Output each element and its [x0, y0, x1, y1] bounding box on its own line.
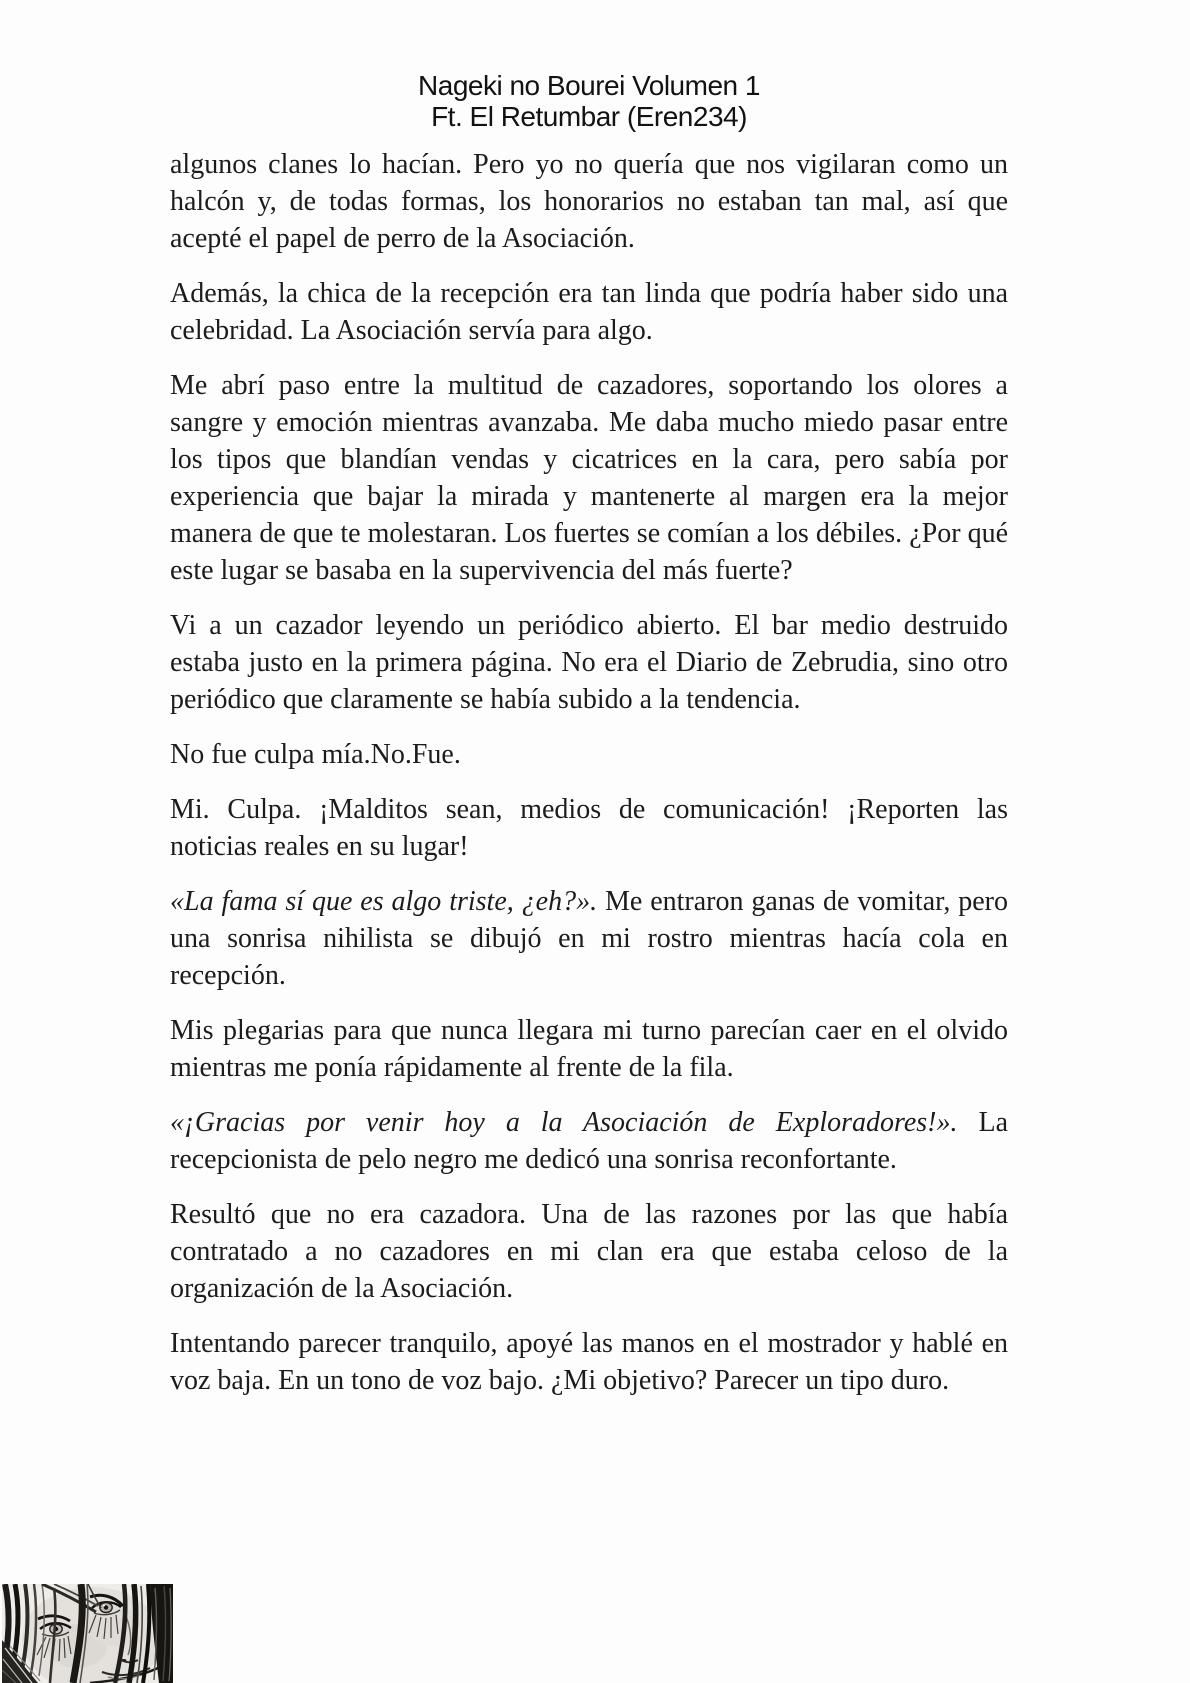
- paragraph: [170, 1196, 1008, 1307]
- paragraph: [170, 607, 1008, 718]
- document-subtitle: Ft. El Retumbar (Eren234): [431, 101, 747, 132]
- paragraph-text: Vi a un cazador leyendo un periódico abierto. El bar medio destruido estaba justo en la primera página. No era el Diario de Zebrudia, sino otro periódico que claramente se había subido a la tendencia.: [170, 610, 1008, 715]
- paragraph-text: No fue culpa mía.No.Fue.: [170, 739, 461, 770]
- paragraph-text: Mis plegarias para que nunca llegara mi turno parecían caer en el olvido mientras me ponía rápidamente al frente de la fila.: [170, 1015, 1008, 1083]
- paragraph: [170, 367, 1008, 589]
- paragraph: [170, 1325, 1008, 1399]
- paragraph-text: La recepcionista de pelo negro me dedicó una sonrisa reconfortante.: [170, 1107, 1008, 1175]
- manga-face-image: [2, 1584, 173, 1683]
- paragraph: [170, 1012, 1008, 1086]
- document-header: [170, 70, 1008, 132]
- paragraph: [170, 146, 1008, 257]
- paragraph: [170, 736, 1008, 773]
- paragraph-text: Mi. Culpa. ¡Malditos sean, medios de comunicación! ¡Reporten las noticias reales en su lugar!: [170, 794, 1008, 862]
- paragraph: [170, 275, 1008, 349]
- paragraph-quote-italic: «¡Gracias por venir hoy a la Asociación de Exploradores!».: [170, 1107, 958, 1138]
- document-title: Nageki no Bourei Volumen 1: [418, 70, 760, 101]
- paragraph-text: Resultó que no era cazadora. Una de las razones por las que había contratado a no cazadores en mi clan era que estaba celoso de la organización de la Asociación.: [170, 1199, 1008, 1304]
- paragraph-text: Intentando parecer tranquilo, apoyé las manos en el mostrador y hablé en voz baja. En un tono de voz bajo. ¿Mi objetivo? Parecer un tipo duro.: [170, 1328, 1008, 1396]
- paragraph-text: Me entraron ganas de vomitar, pero una sonrisa nihilista se dibujó en mi rostro mientras hacía cola en recepción.: [170, 886, 1008, 991]
- paragraph: [170, 1104, 1008, 1178]
- paragraph: [170, 883, 1008, 994]
- text-column: [170, 70, 1008, 1417]
- paragraph-text: algunos clanes lo hacían. Pero yo no quería que nos vigilaran como un halcón y, de todas formas, los honorarios no estaban tan mal, así que acepté el papel de perro de la Asociación.: [170, 149, 1008, 254]
- paragraph-text: Me abrí paso entre la multitud de cazadores, soportando los olores a sangre y emoción mientras avanzaba. Me daba mucho miedo pasar entre los tipos que blandían vendas y cicatrices en la cara, pero sabía por experiencia que bajar la mirada y mantenerte al margen era la mejor manera de que te molestaran. Los fuertes se comían a los débiles. ¿Por qué este lugar se basaba en la supervivencia del más fuerte?: [170, 370, 1008, 586]
- manga-face-drawing: [2, 1584, 173, 1683]
- document-body: [170, 146, 1008, 1399]
- paragraph: [170, 791, 1008, 865]
- paragraph-text: Además, la chica de la recepción era tan linda que podría haber sido una celebridad. La Asociación servía para algo.: [170, 278, 1008, 346]
- paragraph-quote-italic: «La fama sí que es algo triste, ¿eh?».: [170, 886, 598, 917]
